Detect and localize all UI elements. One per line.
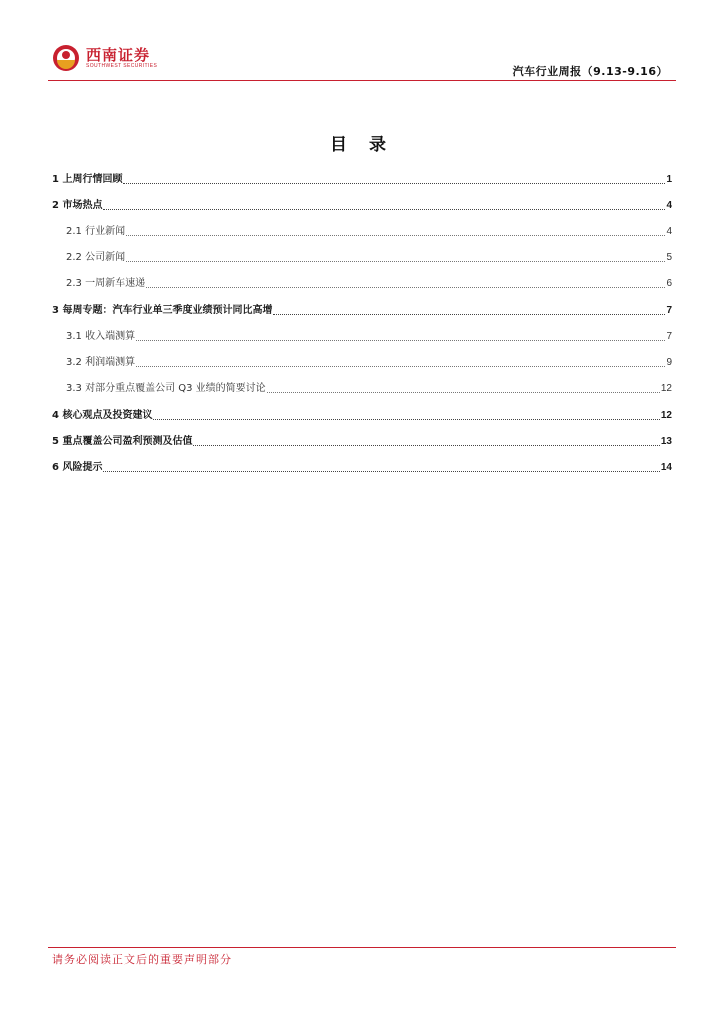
logo-chinese-name: 西南证券 [86,45,151,64]
toc-entry-page: 9 [666,357,672,368]
toc-entry-page: 12 [660,383,672,394]
toc-entry-page: 6 [666,278,672,289]
toc-entry-page: 5 [666,252,672,263]
footer-divider [48,947,676,948]
toc-entry-1[interactable] [52,170,672,186]
toc-entry-2-3[interactable] [66,274,672,290]
disclaimer-note: 请务必阅读正文后的重要声明部分 [52,953,232,966]
toc-entry-4[interactable] [52,406,672,422]
report-title: 汽车行业周报（9.13-9.16） [512,65,668,78]
toc-entry-label: 3.2 利润端测算 [66,357,136,368]
toc-leader-dots [193,444,659,446]
toc-entry-label: 3 每周专题：汽车行业单三季度业绩预计同比高增 [52,305,273,316]
toc-entry-label: 1 上周行情回顾 [52,174,123,185]
toc-leader-dots [126,260,665,262]
toc-entry-5[interactable] [52,432,672,448]
toc-leader-dots [153,418,659,420]
toc-entry-label: 6 风险提示 [52,462,103,473]
toc-entry-2[interactable] [52,196,672,212]
toc-leader-dots [103,208,665,210]
toc-entry-label: 2 市场热点 [52,200,103,211]
toc-entry-page: 4 [666,200,672,211]
header-divider [48,80,676,81]
toc-entry-page: 7 [666,305,672,316]
logo-english-name: SOUTHWEST SECURITIES [86,62,158,69]
toc-entry-2-2[interactable] [66,248,672,264]
toc-leader-dots [136,339,665,341]
toc-entry-label: 2.3 一周新车速递 [66,278,146,289]
southwest-securities-logo-icon [52,44,80,72]
toc-entry-page: 1 [666,174,672,185]
toc-entry-label: 4 核心观点及投资建议 [52,410,153,421]
toc-entry-label: 2.2 公司新闻 [66,252,126,263]
toc-entry-page: 4 [666,226,672,237]
toc-heading: 目 录 [330,135,394,155]
toc-entry-3[interactable] [52,301,672,317]
page-header [0,0,724,82]
toc-leader-dots [146,286,665,288]
toc-leader-dots [126,234,665,236]
toc-leader-dots [136,365,665,367]
toc-leader-dots [267,391,660,393]
company-logo [52,42,157,74]
toc-leader-dots [123,182,665,184]
toc-entry-label: 3.1 收入端测算 [66,331,136,342]
toc-entry-6[interactable] [52,458,672,474]
toc-entry-label: 3.3 对部分重点覆盖公司 Q3 业绩的简要讨论 [66,383,266,394]
toc-entry-page: 14 [660,462,672,473]
toc-leader-dots [273,313,665,315]
toc-entry-3-3[interactable] [66,379,672,395]
toc-entry-label: 5 重点覆盖公司盈利预测及估值 [52,436,193,447]
toc-entry-3-2[interactable] [66,353,672,369]
toc-entry-page: 13 [660,436,672,447]
toc-entry-page: 7 [666,331,672,342]
toc-entry-page: 12 [660,410,672,421]
toc-entry-label: 2.1 行业新闻 [66,226,126,237]
toc-leader-dots [103,470,659,472]
toc-entry-2-1[interactable] [66,222,672,238]
toc-entry-3-1[interactable] [66,327,672,343]
